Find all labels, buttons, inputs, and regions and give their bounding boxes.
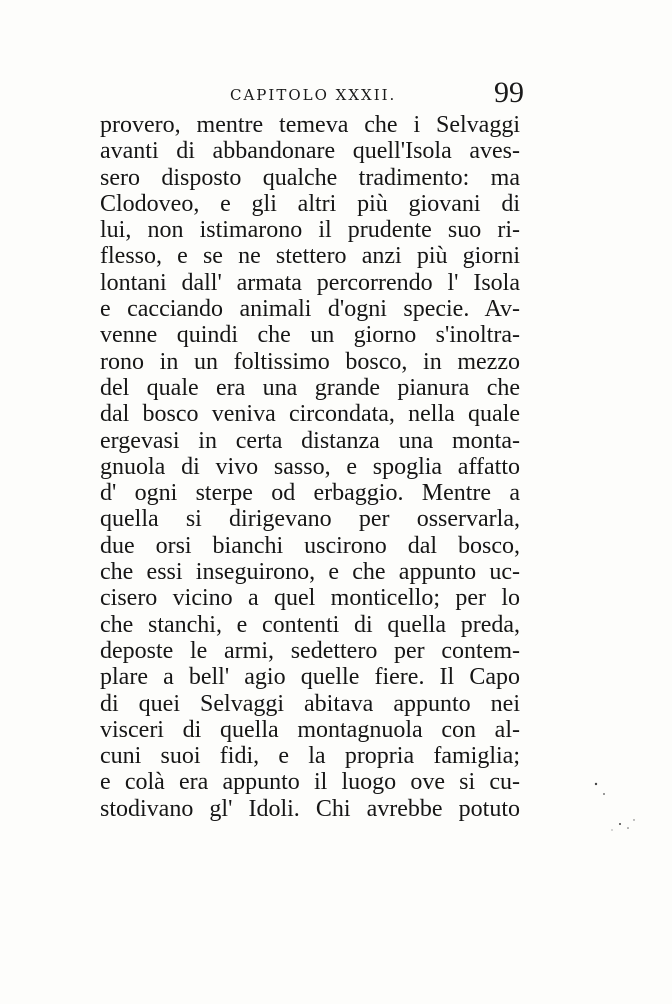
text-line: che essi inseguirono, e che appunto uc-	[100, 559, 520, 586]
running-head: CAPITOLO XXXII.	[230, 86, 397, 104]
paper-specks	[590, 780, 650, 840]
text-line: lui, non istimarono il prudente suo ri-	[100, 217, 520, 244]
text-line: Clodoveo, e gli altri più giovani di	[100, 190, 520, 217]
text-line: avanti di abbandonare quell'Isola aves-	[100, 138, 520, 165]
text-line: due orsi bianchi uscirono dal bosco,	[100, 532, 520, 559]
text-line: che stanchi, e contenti di quella preda,	[100, 611, 520, 638]
text-line: gnuola di vivo sasso, e spoglia affatto	[100, 453, 520, 480]
text-line: sero disposto qualche tradimento: ma	[100, 164, 520, 191]
page-number: 99	[494, 76, 524, 109]
text-line: lontani dall' armata percorrendo l' Isola	[100, 269, 520, 296]
text-line: plare a bell' agio quelle fiere. Il Capo	[100, 664, 520, 691]
text-line: del quale era una grande pianura che	[100, 374, 520, 401]
text-line: stodivano gl' Idoli. Chi avrebbe potuto	[100, 795, 520, 822]
text-line: d' ogni sterpe od erbaggio. Mentre a	[100, 480, 520, 507]
text-line: venne quindi che un giorno s'inoltra-	[100, 322, 520, 349]
text-line: flesso, e se ne stettero anzi più giorni	[100, 243, 520, 270]
text-line: visceri di quella montagnuola con al-	[100, 716, 520, 743]
text-line: ergevasi in certa distanza una monta-	[100, 427, 520, 454]
text-line: dal bosco veniva circondata, nella quale	[100, 401, 520, 428]
text-line: di quei Selvaggi abitava appunto nei	[100, 690, 520, 717]
body-text	[100, 112, 520, 822]
text-line: quella si dirigevano per osservarla,	[100, 506, 520, 533]
text-line: e colà era appunto il luogo ove si cu-	[100, 769, 520, 796]
text-line: deposte le armi, sedettero per contem-	[100, 637, 520, 664]
text-line: provero, mentre temeva che i Selvaggi	[100, 112, 520, 138]
text-line: cuni suoi fidi, e la propria famiglia;	[100, 743, 520, 770]
text-line: e cacciando animali d'ogni specie. Av-	[100, 296, 520, 323]
text-line: cisero vicino a quel monticello; per lo	[100, 585, 520, 612]
text-line: rono in un foltissimo bosco, in mezzo	[100, 348, 520, 375]
